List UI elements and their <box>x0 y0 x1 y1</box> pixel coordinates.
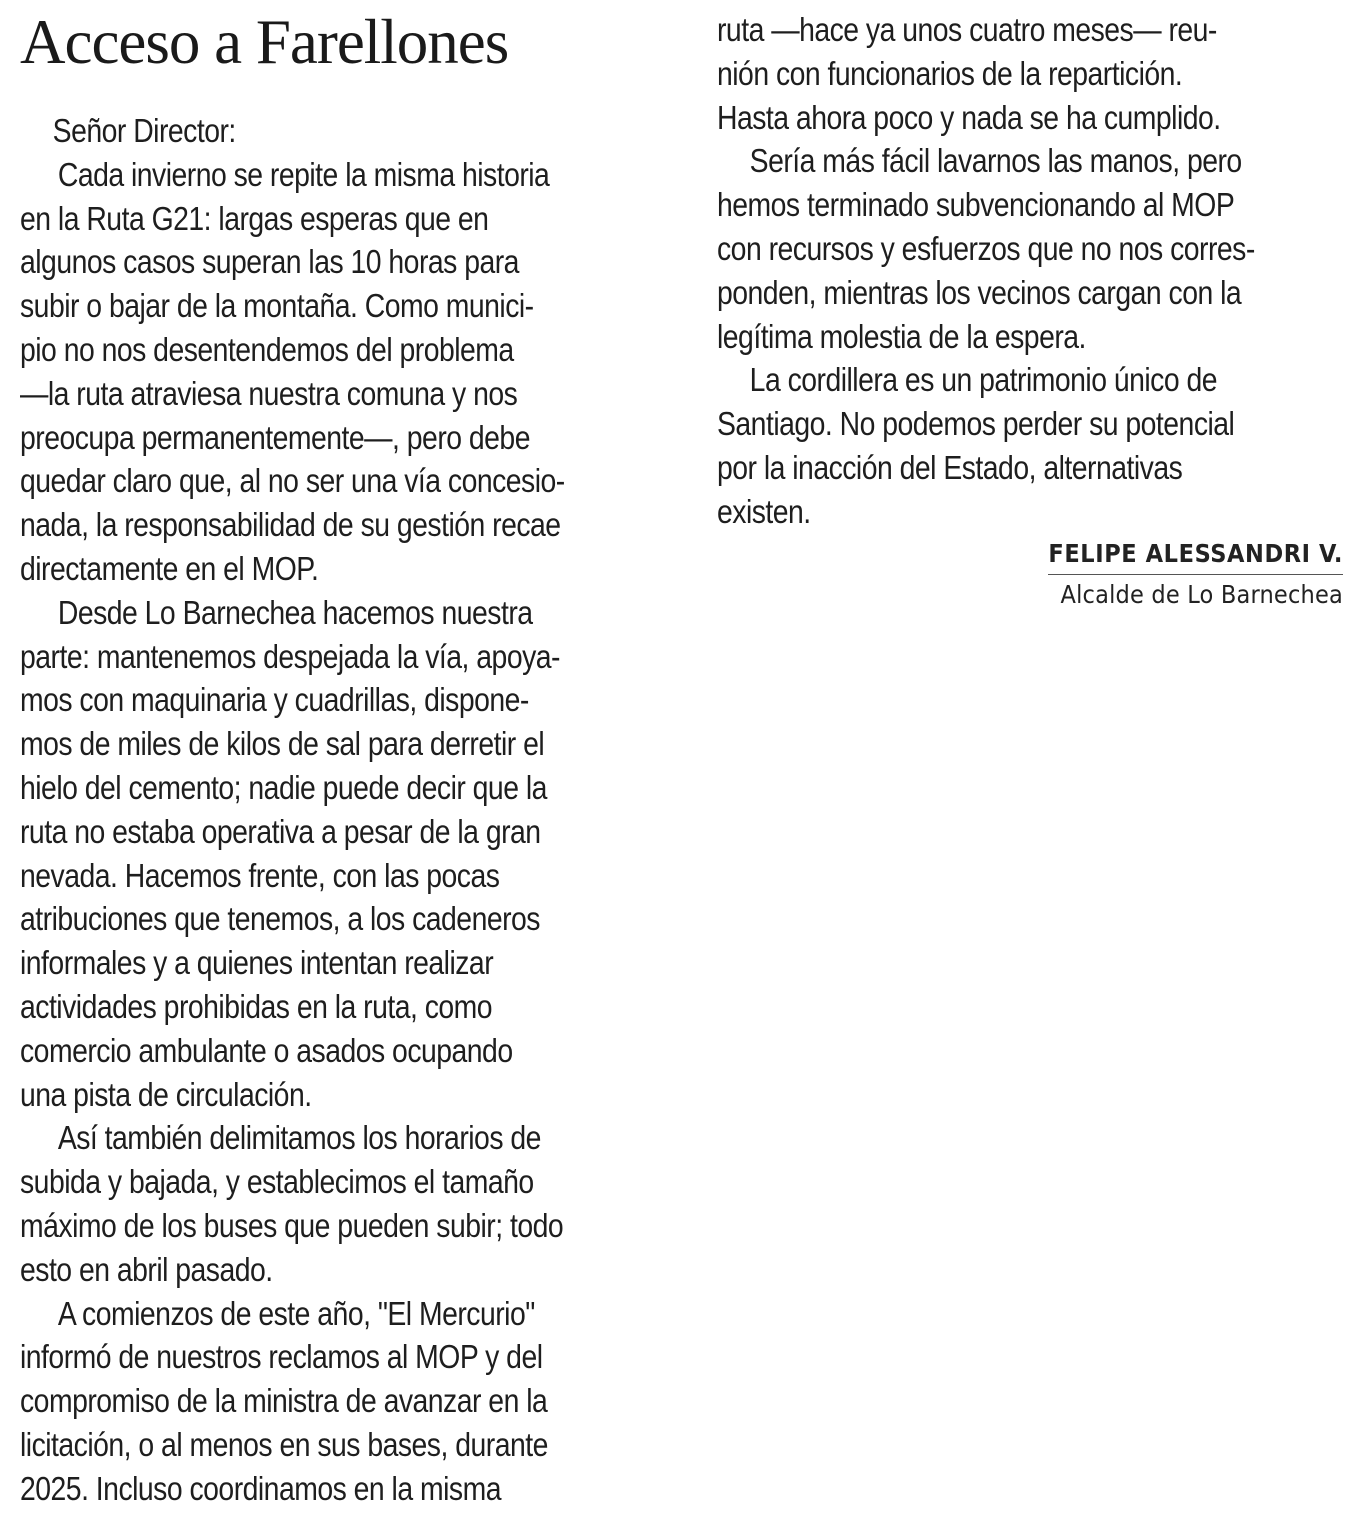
text-line: subir o bajar de la montaña. Como munici- <box>20 287 534 325</box>
text-line: quedar claro que, al no ser una vía concesio- <box>20 462 565 500</box>
text-line: con recursos y esfuerzos que no nos corres- <box>717 229 1255 267</box>
signature-block <box>1048 536 1343 615</box>
text-line: legítima molestia de la espera. <box>717 317 1086 355</box>
text-line: subida y bajada, y establecimos el tamaño <box>20 1163 534 1201</box>
text-line: por la inacción del Estado, alternativas <box>717 448 1183 486</box>
paragraph-start-line: Así también delimitamos los horarios de <box>57 1119 541 1157</box>
text-line: parte: mantenemos despejada la vía, apoya- <box>20 637 560 675</box>
text-line: existen. <box>717 492 811 530</box>
text-line: algunos casos superan las 10 horas para <box>20 243 519 281</box>
author-role: Alcalde de Lo Barnechea <box>1060 580 1343 609</box>
author-name: FELIPE ALESSANDRI V. <box>1048 536 1343 575</box>
text-line: nión con funcionarios de la repartición. <box>717 54 1183 92</box>
text-line: preocupa permanentemente—, pero debe <box>20 418 530 456</box>
article-title: Acceso a Farellones <box>20 7 509 77</box>
text-line: 2025. Incluso coordinamos en la misma <box>20 1469 501 1507</box>
text-line: compromiso de la ministra de avanzar en la <box>20 1382 548 1420</box>
text-line: Hasta ahora poco y nada se ha cumplido. <box>717 98 1221 136</box>
text-line: hemos terminado subvencionando al MOP <box>717 186 1235 224</box>
text-line: una pista de circulación. <box>20 1075 312 1113</box>
text-line: informó de nuestros reclamos al MOP y del <box>20 1338 543 1376</box>
article-column-left <box>20 109 645 1511</box>
text-line: nevada. Hacemos frente, con las pocas <box>20 856 500 894</box>
text-line: Señor Director: <box>52 112 236 149</box>
text-line: ruta —hace ya unos cuatro meses— reu- <box>717 11 1217 48</box>
paragraph-start-line: Cada invierno se repite la misma historia <box>57 155 550 193</box>
text-line: —la ruta atraviesa nuestra comuna y nos <box>20 374 518 412</box>
text-line: directamente en el MOP. <box>20 549 319 587</box>
text-line: comercio ambulante o asados ocupando <box>20 1031 513 1069</box>
paragraph-start-line: Sería más fácil lavarnos las manos, pero <box>749 142 1242 180</box>
text-line: ruta no estaba operativa a pesar de la gran <box>20 812 541 850</box>
text-line: máximo de los buses que pueden subir; todo <box>20 1206 564 1244</box>
text-line: nada, la responsabilidad de su gestión recae <box>20 506 561 544</box>
text-line: mos con maquinaria y cuadrillas, dispone- <box>20 681 529 719</box>
paragraph-start-line: La cordillera es un patrimonio único de <box>749 361 1218 399</box>
text-line: mos de miles de kilos de sal para derretir el <box>20 725 545 763</box>
text-line: licitación, o al menos en sus bases, durante <box>20 1425 548 1463</box>
paragraph-start-line: A comienzos de este año, "El Mercurio" <box>57 1294 535 1332</box>
paragraph-start-line: Desde Lo Barnechea hacemos nuestra <box>57 593 533 631</box>
text-line: actividades prohibidas en la ruta, como <box>20 987 493 1025</box>
text-line: hielo del cemento; nadie puede decir que la <box>20 768 547 806</box>
text-line: en la Ruta G21: largas esperas que en <box>20 199 489 237</box>
text-line: informales y a quienes intentan realizar <box>20 944 494 982</box>
article-column-right <box>717 8 1342 534</box>
text-line: Santiago. No podemos perder su potencial <box>717 405 1235 443</box>
text-line: atribuciones que tenemos, a los cadeneros <box>20 900 540 938</box>
text-line: pio no nos desentendemos del problema <box>20 330 514 368</box>
text-line: ponden, mientras los vecinos cargan con la <box>717 273 1242 311</box>
text-line: esto en abril pasado. <box>20 1250 273 1288</box>
